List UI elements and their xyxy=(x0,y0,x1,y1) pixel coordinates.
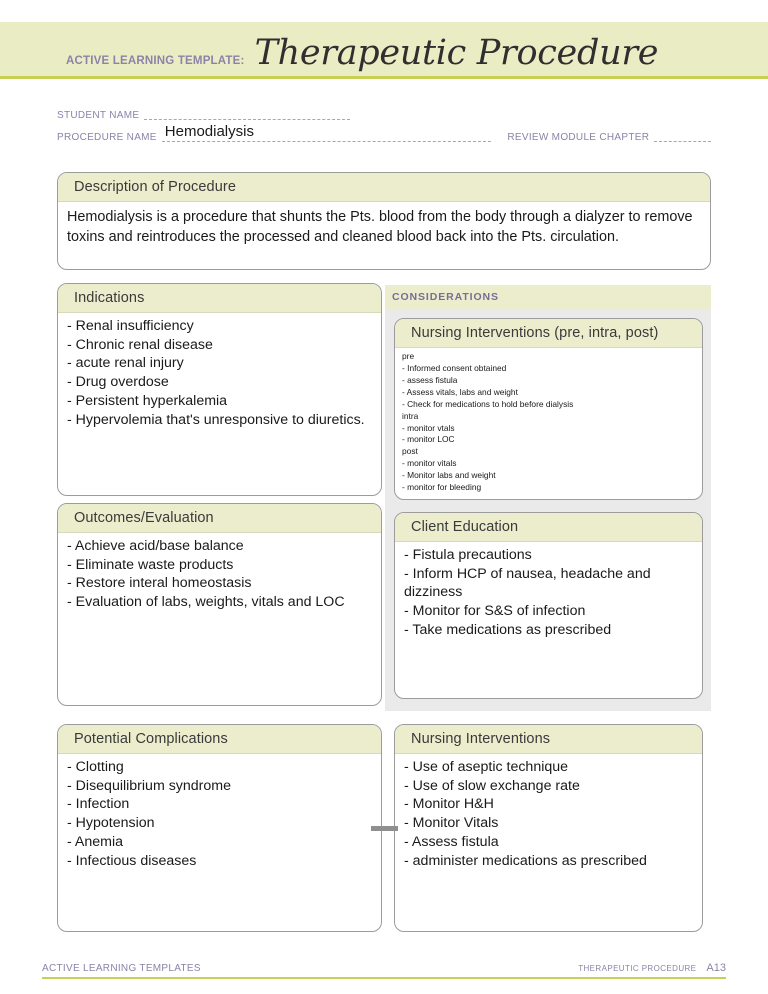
list-item: - administer medications as prescribed xyxy=(404,852,647,869)
footer-brand-label: ACTIVE LEARNING TEMPLATES xyxy=(42,963,201,974)
list-item: - Evaluation of labs, weights, vitals and LOC xyxy=(67,594,345,611)
list-item: - Anemia xyxy=(67,833,123,850)
list-item: - monitor for bleeding xyxy=(402,482,482,493)
list-item: - Eliminate waste products xyxy=(67,556,234,573)
list-item: - Infectious diseases xyxy=(67,852,197,869)
list-item: - Fistula precautions xyxy=(404,547,532,563)
connector-line xyxy=(371,826,398,831)
indications-card xyxy=(57,283,382,496)
template-eyebrow-label: ACTIVE LEARNING TEMPLATE: xyxy=(66,55,245,67)
list-item: pre xyxy=(402,351,415,361)
list-item: - assess fistula xyxy=(402,374,458,385)
list-item: - Monitor Vitals xyxy=(404,815,499,832)
client-education-heading: Client Education xyxy=(395,513,702,542)
nursing-interventions-body xyxy=(395,754,702,874)
nursing-interventions-phases-heading: Nursing Interventions (pre, intra, post) xyxy=(395,319,702,348)
footer-right-group xyxy=(578,962,726,974)
potential-complications-heading: Potential Complications xyxy=(58,725,381,754)
footer-page-number: A13 xyxy=(706,962,726,974)
procedure-name-input[interactable] xyxy=(162,123,492,142)
nursing-interventions-phases-card xyxy=(394,318,703,500)
list-item: intra xyxy=(402,410,419,421)
list-item: - Hypotension xyxy=(67,815,155,832)
nursing-interventions-phases-body xyxy=(395,348,702,497)
nursing-interventions-card xyxy=(394,724,703,932)
list-item: - Achieve acid/base balance xyxy=(67,538,244,554)
student-name-input[interactable] xyxy=(144,119,350,120)
footer-document-label: THERAPEUTIC PROCEDURE xyxy=(578,964,697,973)
list-item: - Assess vitals, labs and weight xyxy=(402,386,518,397)
header-inner xyxy=(0,33,659,76)
form-fields xyxy=(57,100,711,144)
list-item: - monitor LOC xyxy=(402,434,455,445)
page-header-band xyxy=(0,22,768,79)
potential-complications-card xyxy=(57,724,382,932)
list-item: - Assess fistula xyxy=(404,833,499,850)
list-item: - monitor vitals xyxy=(402,458,457,469)
outcomes-evaluation-card xyxy=(57,503,382,706)
list-item: - Drug overdose xyxy=(67,374,169,391)
indications-body xyxy=(58,313,381,433)
student-name-label: STUDENT NAME xyxy=(57,110,140,121)
client-education-body xyxy=(395,542,702,644)
list-item: - Monitor for S&S of infection xyxy=(404,603,586,620)
list-item: - Disequilibrium syndrome xyxy=(67,777,231,794)
list-item: - Restore interal homeostasis xyxy=(67,575,252,592)
list-item: - Renal insufficiency xyxy=(67,318,194,334)
list-item: - Take medications as prescribed xyxy=(404,621,612,638)
student-name-row xyxy=(57,100,711,122)
list-item: - Informed consent obtained xyxy=(402,362,507,373)
potential-complications-body xyxy=(58,754,381,874)
list-item: - Chronic renal disease xyxy=(67,336,213,353)
list-item: - monitor vtals xyxy=(402,422,455,433)
list-item: - Infection xyxy=(67,796,130,813)
client-education-card xyxy=(394,512,703,699)
page-footer xyxy=(42,962,726,979)
procedure-name-value: Hemodialysis xyxy=(164,123,254,140)
outcomes-evaluation-heading: Outcomes/Evaluation xyxy=(58,504,381,533)
review-module-chapter-label: REVIEW MODULE CHAPTER xyxy=(507,132,650,143)
description-of-procedure-body: Hemodialysis is a procedure that shunts the Pts. blood from the body through a dialyzer to remove toxins and reintroduces the processed and cleaned blood back into the Pts. circulation. xyxy=(67,209,693,246)
list-item: - Check for medications to hold before dialysis xyxy=(402,398,574,409)
list-item: - Clotting xyxy=(67,759,124,775)
considerations-label: CONSIDERATIONS xyxy=(392,291,499,303)
procedure-name-row xyxy=(57,122,711,144)
list-item: - Use of slow exchange rate xyxy=(404,777,580,794)
outcomes-evaluation-body xyxy=(58,533,381,616)
description-of-procedure-heading: Description of Procedure xyxy=(58,173,710,202)
list-item: - Hypervolemia that's unresponsive to diuretics. xyxy=(67,411,365,428)
list-item: - Use of aseptic technique xyxy=(404,759,569,775)
list-item: - Monitor H&H xyxy=(404,796,494,813)
review-module-chapter-input[interactable] xyxy=(654,141,711,142)
list-item: post xyxy=(402,446,418,457)
procedure-name-label: PROCEDURE NAME xyxy=(57,132,157,143)
list-item: - Persistent hyperkalemia xyxy=(67,392,228,409)
list-item: - Inform HCP of nausea, headache and dizziness xyxy=(404,565,651,601)
page-title: Therapeutic Procedure xyxy=(254,33,659,73)
list-item: - acute renal injury xyxy=(67,355,184,372)
nursing-interventions-heading: Nursing Interventions xyxy=(395,725,702,754)
description-of-procedure-card xyxy=(57,172,711,270)
indications-heading: Indications xyxy=(58,284,381,313)
list-item: - Monitor labs and weight xyxy=(402,470,496,481)
